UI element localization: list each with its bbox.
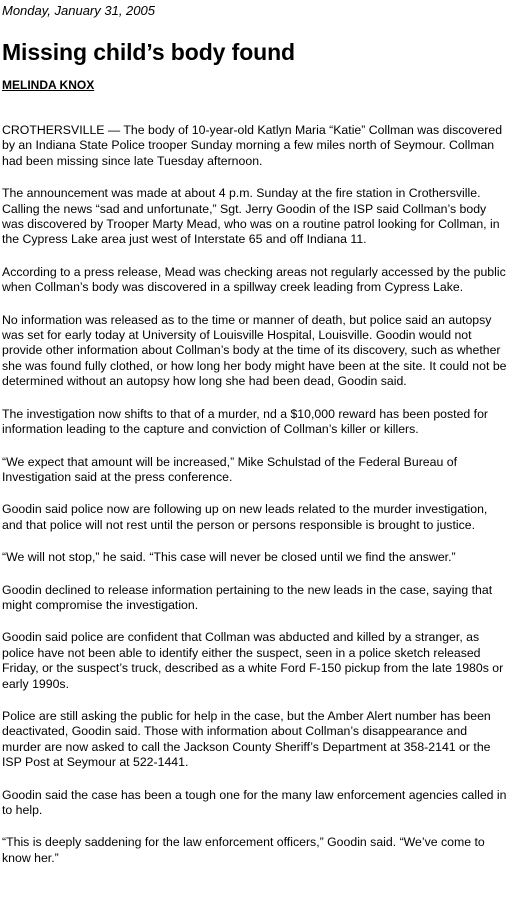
article-paragraph: Goodin said the case has been a tough one for the many law enforcement agencies called in to help. bbox=[2, 787, 507, 817]
article-paragraph: Police are still asking the public for help in the case, but the Amber Alert number has been deactivated, Goodin said. Those with information about Collman’s disappearance and murder are now asked to call the Jackson County Sheriff’s Department at 358-2141 or the ISP Post at Seymour at 522-1441. bbox=[2, 708, 491, 770]
article-paragraph: “We will not stop,” he said. “This case will never be closed until we find the answer.” bbox=[2, 550, 456, 565]
article-paragraph: No information was released as to the time or manner of death, but police said an autopsy was set for early today at University of Louisville Hospital, Louisville. Goodin would not provide other information about Collman’s body at the time of its discovery, such as whether she was found fully clothed, or how long her body might have been at the site. It could not be determined without an autopsy how long she had been dead, Goodin said. bbox=[2, 312, 507, 389]
publication-date: Monday, January 31, 2005 bbox=[2, 3, 155, 18]
article-body bbox=[2, 123, 507, 866]
article-paragraph: Goodin said police now are following up on new leads related to the murder investigation, and that police will not rest until the person or persons responsible is brought to justice. bbox=[2, 502, 488, 532]
article-paragraph: “This is deeply saddening for the law enforcement officers,” Goodin said. “We’ve come to know her.” bbox=[2, 835, 485, 865]
article-paragraph: Goodin said police are confident that Collman was abducted and killed by a stranger, as police have not been able to identify either the suspect, seen in a police sketch released Friday, or the suspect’s truck, described as a white Ford F-150 pickup from the late 1980s or early 1990s. bbox=[2, 630, 504, 691]
article-paragraph: According to a press release, Mead was checking areas not regularly accessed by the public when Collman’s body was discovered in a spillway creek leading from Cypress Lake. bbox=[2, 264, 506, 295]
article-paragraph: “We expect that amount will be increased,” Mike Schulstad of the Federal Bureau of Investigation said at the press conference. bbox=[2, 454, 457, 484]
article-paragraph: Goodin declined to release information pertaining to the new leads in the case, saying that might compromise the investigation. bbox=[2, 582, 493, 612]
author-byline: MELINDA KNOX bbox=[2, 78, 95, 92]
article-paragraph: The investigation now shifts to that of a murder, nd a $10,000 reward has been posted for information leading to the capture and conviction of Collman’s killer or killers. bbox=[2, 406, 489, 437]
article-paragraph: CROTHERSVILLE — The body of 10-year-old Katlyn Maria “Katie” Collman was discovered by an Indiana State Police trooper Sunday morning a few miles north of Seymour. Collman had been missing since late Tuesday afternoon. bbox=[2, 123, 503, 168]
article-headline: Missing child’s body found bbox=[2, 39, 295, 65]
article-paragraph: The announcement was made at about 4 p.m. Sunday at the fire station in Crothersville. Calling the news “sad and unfortunate,” Sgt. Jerry Goodin of the ISP said Collman’s body was discovered by Trooper Marty Mead, who was on a routine patrol looking for Collman, in the Cypress Lake area just west of Interstate 65 and off Indiana 11. bbox=[2, 186, 500, 247]
